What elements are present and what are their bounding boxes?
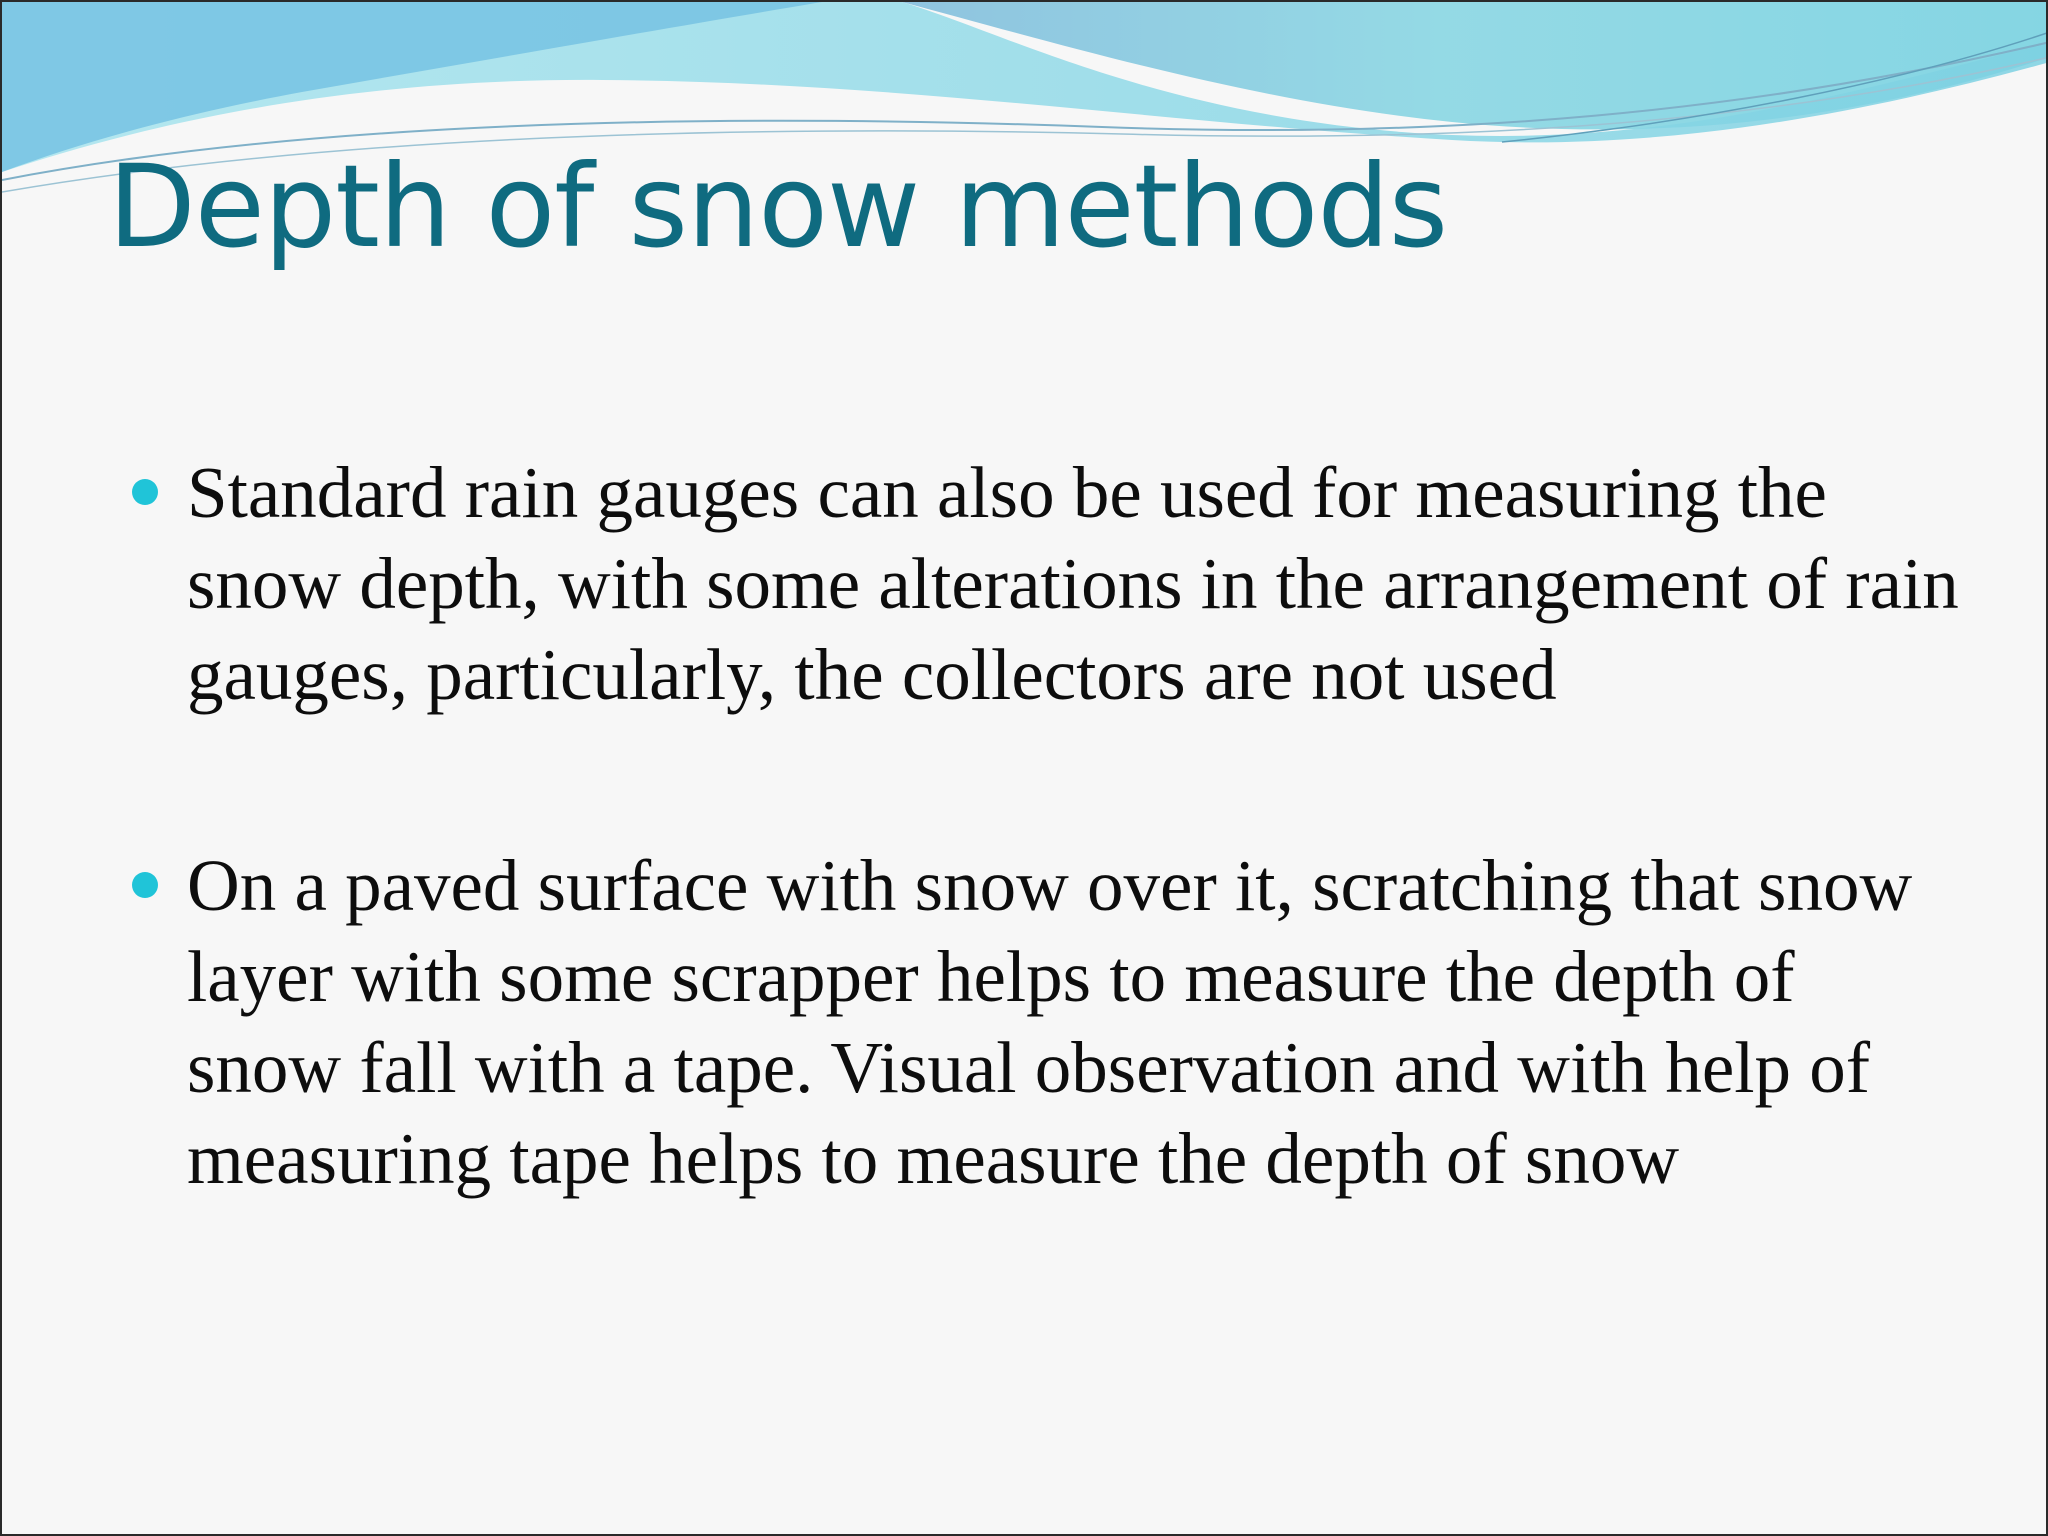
bullet-text: Standard rain gauges can also be used for measuring the snow depth, with some alterations in the arrangement of rain gauges, particularly, the collectors are not used <box>187 452 1959 715</box>
bullet-item <box>132 840 1962 1204</box>
bullet-item <box>132 447 1962 720</box>
bullet-text: On a paved surface with snow over it, scratching that snow layer with some scrapper helps to measure the depth of snow fall with a tape. Visual observation and with help of measuring tape helps to measure the depth of snow <box>187 845 1913 1199</box>
bullet-dot-icon <box>132 872 158 898</box>
bullet-dot-icon <box>132 479 158 505</box>
slide-title: Depth of snow methods <box>108 140 1448 273</box>
bullet-list <box>132 447 1962 1204</box>
